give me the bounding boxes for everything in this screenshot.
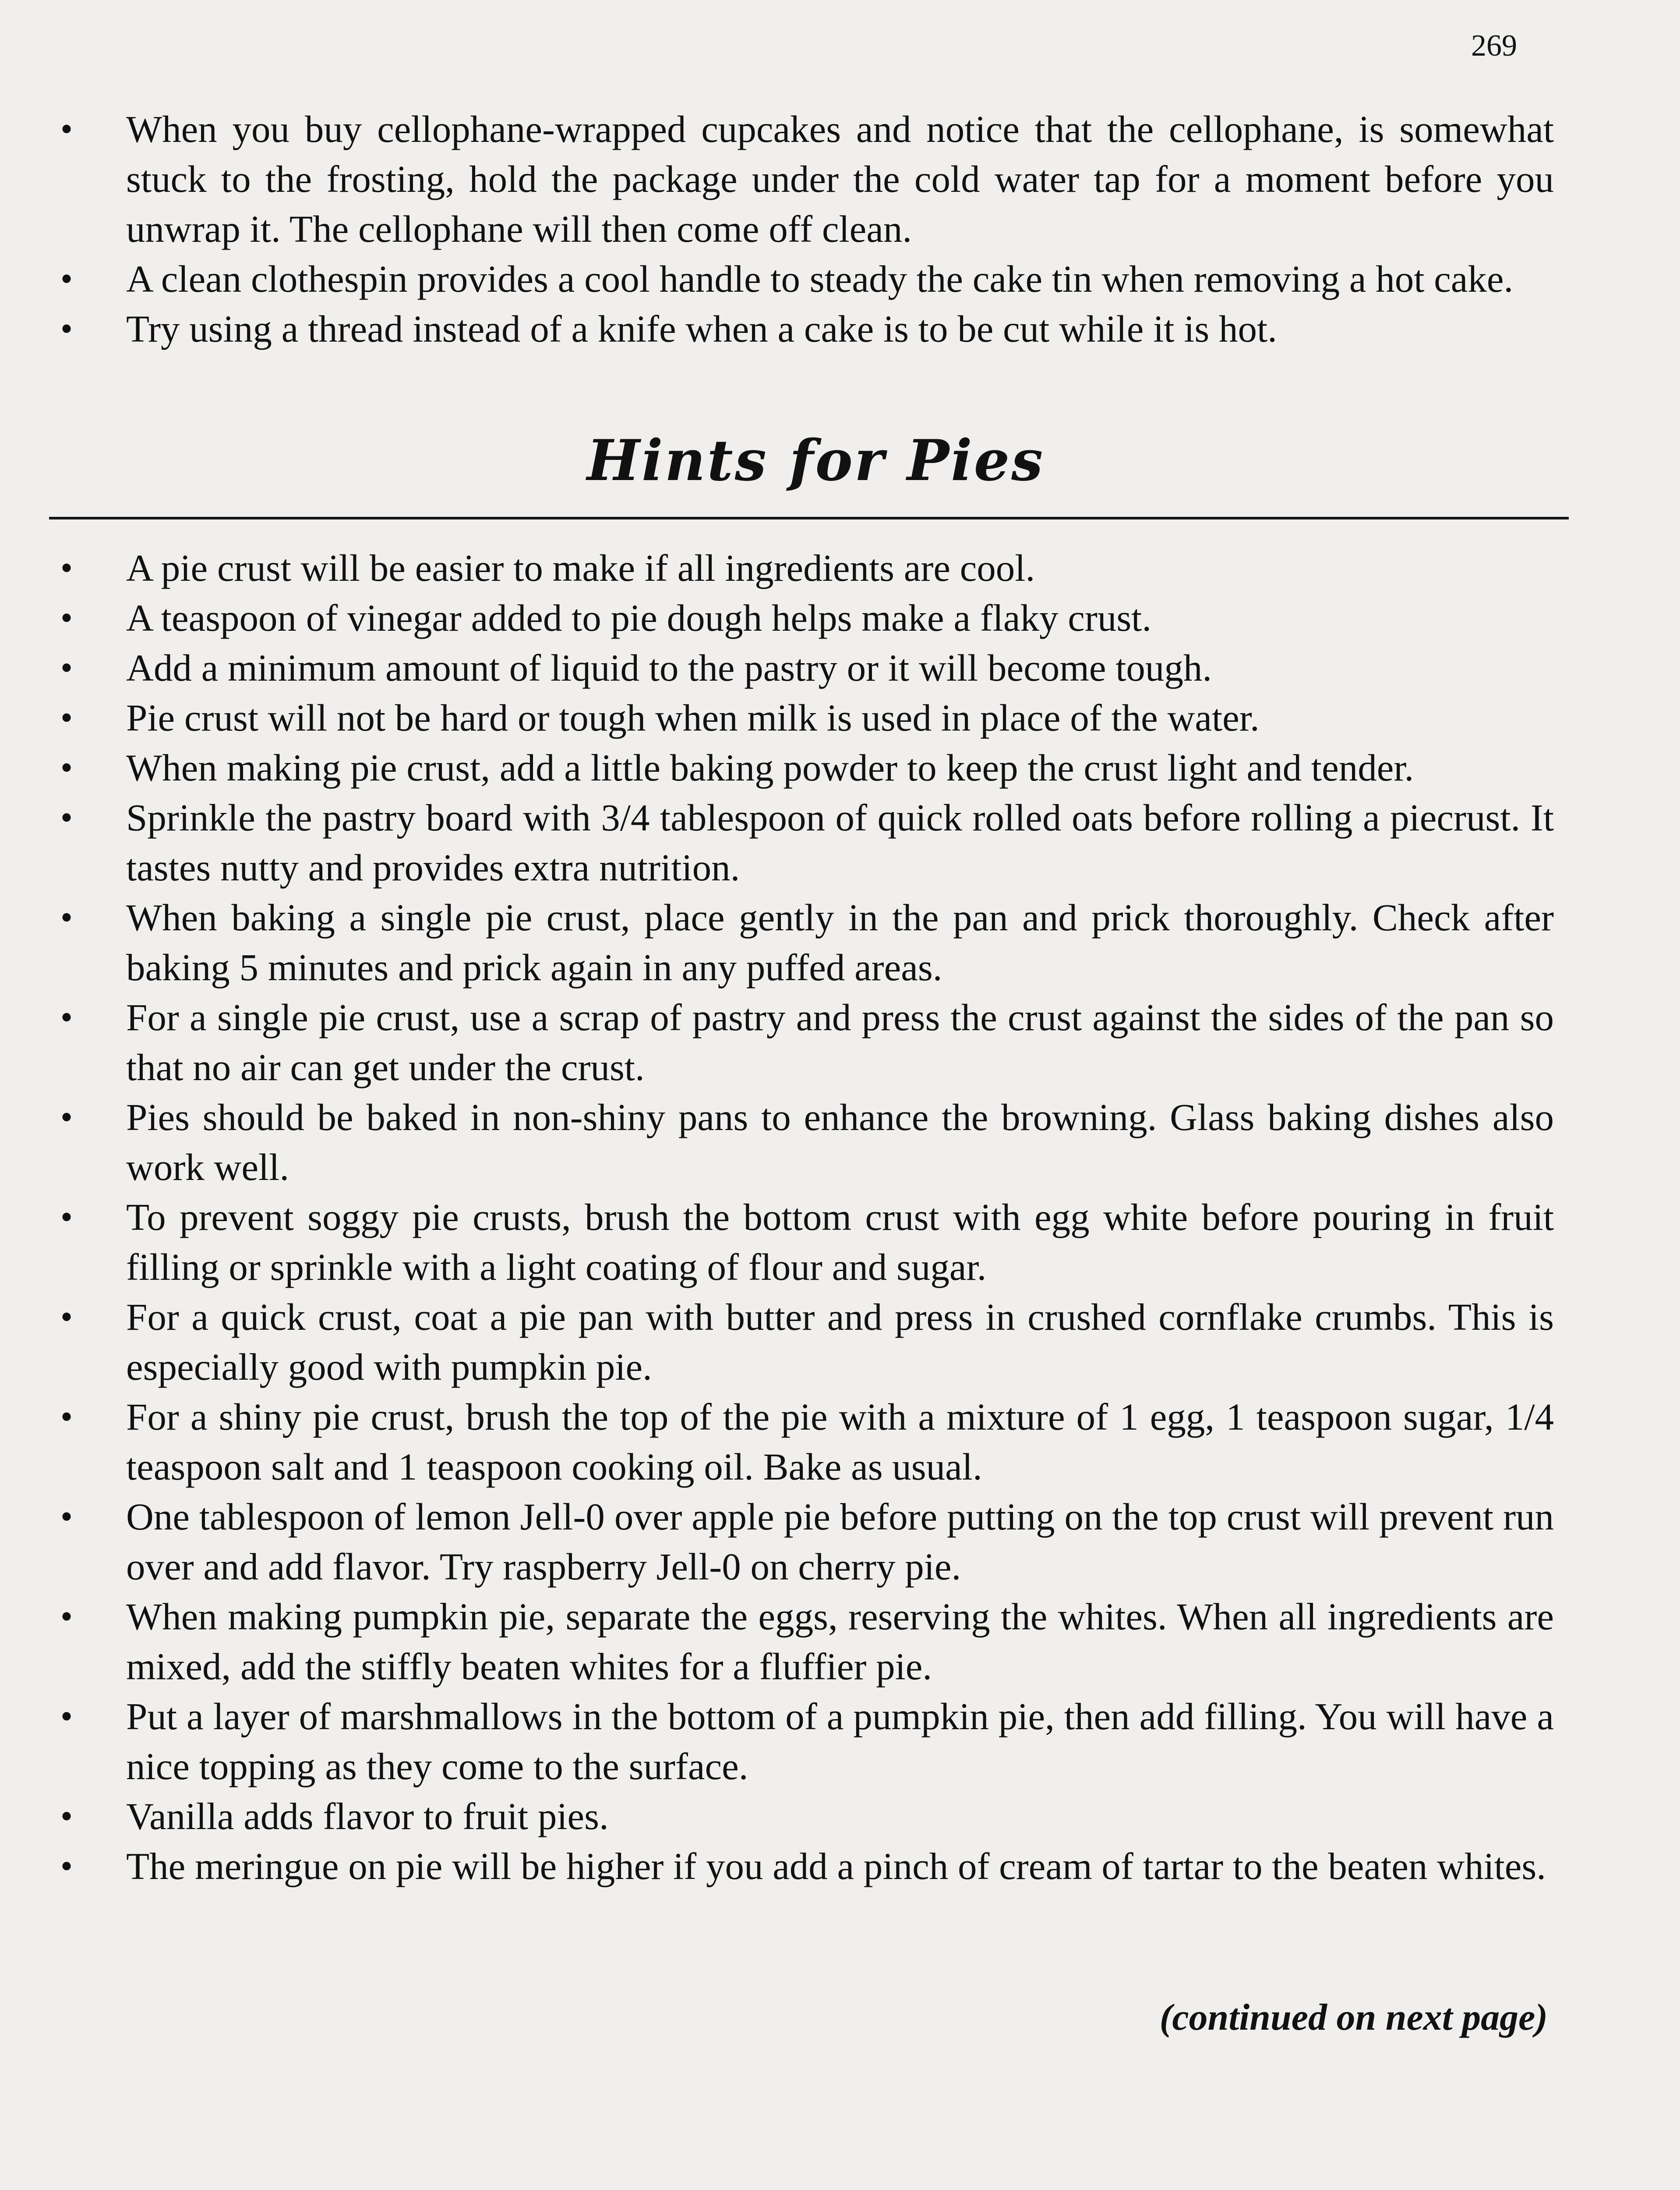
list-item <box>52 104 1554 254</box>
bullet-icon: • <box>60 1498 73 1536</box>
list-item <box>52 1791 1554 1841</box>
bullet-icon: • <box>60 110 73 148</box>
hint-text: Try using a thread instead of a knife when a cake is to be cut while it is hot. <box>126 307 1277 350</box>
bullet-icon: • <box>60 649 73 687</box>
hint-text: Put a layer of marshmallows in the bottom of a pumpkin pie, then add filling. You will have a nice topping as they come to the surface. <box>126 1695 1554 1787</box>
bullet-icon: • <box>60 1697 73 1736</box>
list-item <box>52 304 1554 354</box>
hint-text: Sprinkle the pastry board with 3/4 tablespoon of quick rolled oats before rolling a piecrust. It tastes nutty and provides extra nutrition. <box>126 796 1554 889</box>
bullet-icon: • <box>60 1847 73 1886</box>
list-item <box>52 743 1554 793</box>
list-item <box>52 593 1554 643</box>
bullet-icon: • <box>60 549 73 587</box>
list-item <box>52 1092 1554 1192</box>
hint-text: For a quick crust, coat a pie pan with butter and press in crushed cornflake crumbs. This is especially good with pumpkin pie. <box>126 1296 1554 1388</box>
list-item <box>52 254 1554 304</box>
bullet-icon: • <box>60 1198 73 1236</box>
section-title: Hints for Pies <box>587 428 1045 494</box>
list-item <box>52 1392 1554 1492</box>
hint-text: When making pumpkin pie, separate the eggs, reserving the whites. When all ingredients are mixed, add the stiffly beaten whites for a fluffier pie. <box>126 1595 1554 1688</box>
hint-text: For a shiny pie crust, brush the top of the pie with a mixture of 1 egg, 1 teaspoon sugar, 1/4 teaspoon salt and 1 teaspoon cooking oil. Bake as usual. <box>126 1395 1554 1488</box>
hint-text: When you buy cellophane-wrapped cupcakes and notice that the cellophane, is somewhat stuck to the frosting, hold the package under the cold water tap for a moment before you unwrap it. The cellophane will then come off clean. <box>126 108 1554 250</box>
hint-text: A teaspoon of vinegar added to pie dough helps make a flaky crust. <box>126 597 1152 639</box>
list-item <box>52 1492 1554 1592</box>
bullet-icon: • <box>60 898 73 937</box>
hint-text: Pies should be baked in non-shiny pans to enhance the browning. Glass baking dishes also work well. <box>126 1096 1554 1188</box>
bullet-icon: • <box>60 260 73 298</box>
section-divider <box>49 517 1569 519</box>
bullet-icon: • <box>60 310 73 348</box>
continued-note: (continued on next page) <box>1159 1996 1548 2038</box>
hint-text: When making pie crust, add a little baking powder to keep the crust light and tender. <box>126 746 1414 789</box>
hint-text: A clean clothespin provides a cool handle to steady the cake tin when removing a hot cake. <box>126 258 1514 300</box>
hint-text: A pie crust will be easier to make if all ingredients are cool. <box>126 547 1035 589</box>
list-item <box>52 993 1554 1092</box>
list-item <box>52 1692 1554 1791</box>
hint-text: Add a minimum amount of liquid to the pastry or it will become tough. <box>126 646 1212 689</box>
bullet-icon: • <box>60 699 73 737</box>
list-item <box>52 543 1554 593</box>
page-number: 269 <box>1471 29 1517 63</box>
list-item <box>52 693 1554 743</box>
list-item <box>52 1592 1554 1692</box>
bullet-icon: • <box>60 1398 73 1436</box>
hint-text: One tablespoon of lemon Jell-0 over apple pie before putting on the top crust will prevent run over and add flavor. Try raspberry Jell-0 on cherry pie. <box>126 1495 1554 1588</box>
list-item <box>52 1292 1554 1392</box>
bullet-icon: • <box>60 798 73 837</box>
bullet-icon: • <box>60 1597 73 1636</box>
bullet-icon: • <box>60 1298 73 1336</box>
bullet-icon: • <box>60 1098 73 1137</box>
bullet-icon: • <box>60 599 73 637</box>
bullet-icon: • <box>60 998 73 1037</box>
hint-text: Pie crust will not be hard or tough when milk is used in place of the water. <box>126 696 1260 739</box>
list-item <box>52 643 1554 693</box>
bullet-icon: • <box>60 749 73 787</box>
hint-text: Vanilla adds flavor to fruit pies. <box>126 1795 609 1837</box>
pie-hints-list <box>52 543 1554 1891</box>
cake-hints-list <box>52 104 1554 354</box>
hint-text: When baking a single pie crust, place gently in the pan and prick thoroughly. Check after baking 5 minutes and prick again in any puffed areas. <box>126 896 1554 989</box>
hint-text: For a single pie crust, use a scrap of pastry and press the crust against the sides of the pan so that no air can get under the crust. <box>126 996 1554 1088</box>
hint-text: To prevent soggy pie crusts, brush the bottom crust with egg white before pouring in fruit filling or sprinkle with a light coating of flour and sugar. <box>126 1196 1554 1288</box>
list-item <box>52 1192 1554 1292</box>
list-item <box>52 893 1554 993</box>
list-item <box>52 1841 1554 1891</box>
list-item <box>52 793 1554 893</box>
bullet-icon: • <box>60 1797 73 1836</box>
hint-text: The meringue on pie will be higher if you add a pinch of cream of tartar to the beaten whites. <box>126 1845 1546 1887</box>
